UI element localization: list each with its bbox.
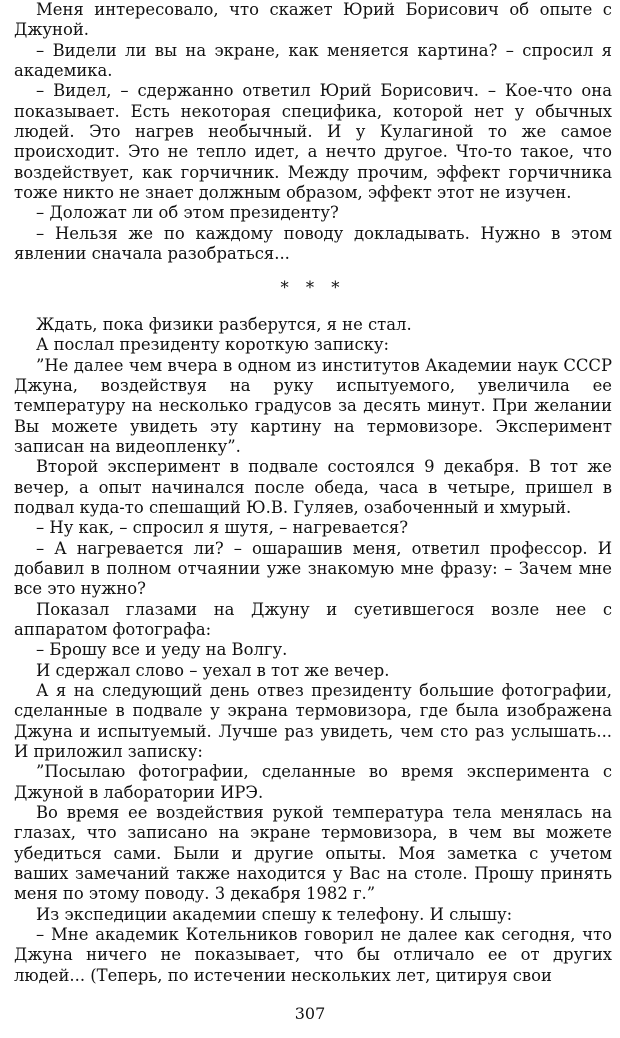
paragraph: – А нагревается ли? – ошарашив меня, ответил профессор. И добавил в полном отчаянии уже знакомую мне фразу: – Зачем мне все это нужно? (14, 538, 612, 599)
paragraph: – Видел, – сдержанно ответил Юрий Борисович. – Кое-что она показывает. Есть некоторая специфика, которой нет у обычных людей. Это нагрев необычный. И у Кулагиной то же самое происходит. Это не тепло идет, а нечто другое. Что-то такое, что воздействует, как горчичник. Между прочим, эффект горчичника тоже никто не знает должным образом, эффект этот не изучен. (14, 81, 612, 203)
paragraph: ”Не далее чем вчера в одном из институтов Академии наук СССР Джуна, воздействуя на руку испытуемого, увеличила ее температуру на несколько градусов за десять минут. При желании Вы можете увидеть эту картину на термовизоре. Эксперимент записан на видеопленку”. (14, 355, 612, 456)
paragraph: А я на следующий день отвез президенту большие фотографии, сделанные в подвале у экрана термовизора, где была изображена Джуна и испытуемый. Лучше раз увидеть, чем сто раз услышать... И приложил записку: (14, 681, 612, 762)
paragraph: – Доложат ли об этом президенту? (36, 203, 339, 223)
paragraph: – Брошу все и уеду на Волгу. (36, 640, 288, 660)
page-text (14, 0, 612, 986)
paragraph: – Видели ли вы на экране, как меняется картина? – спросил я академика. (14, 40, 612, 81)
paragraph: Второй эксперимент в подвале состоялся 9 декабря. В тот же вечер, а опыт начинался после обеда, часа в четыре, пришел в подвал куда-то спешащий Ю.В. Гуляев, озабоченный и хмурый. (14, 457, 612, 517)
paragraph: Из экспедиции академии спешу к телефону. И слышу: (36, 904, 513, 924)
page-number: 307 (294, 1004, 326, 1023)
paragraph: И сдержал слово – уехал в тот же вечер. (36, 660, 390, 680)
paragraph: – Нельзя же по каждому поводу докладывать. Нужно в этом явлении сначала разобраться... (14, 223, 612, 264)
paragraph: – Ну как, – спросил я шутя, – нагревается? (36, 518, 409, 538)
paragraph: А послал президенту короткую записку: (36, 335, 390, 355)
section-separator: * * * (280, 278, 346, 298)
paragraph: Во время ее воздействия рукой температура тела менялась на глазах, что записано на экране термовизора, в чем вы можете убедиться сами. Были и другие опыты. Моя заметка с учетом ваших замечаний также находится у Вас на столе. Прошу принять меня по этому поводу. 3 декабря 1982 г.” (14, 803, 612, 904)
paragraph: ”Посылаю фотографии, сделанные во время эксперимента с Джуной в лаборатории ИРЭ. (14, 762, 612, 802)
paragraph: Ждать, пока физики разберутся, я не стал. (36, 314, 412, 334)
paragraph: Меня интересовало, что скажет Юрий Борисович об опыте с Джуной. (14, 0, 612, 40)
paragraph: Показал глазами на Джуну и суетившегося возле нее с аппаратом фотографа: (14, 599, 612, 639)
paragraph: – Мне академик Котельников говорил не далее как сегодня, что Джуна ничего не показывает, что бы отличало ее от других людей... (Теперь, по истечении нескольких лет, цитируя свои (14, 925, 612, 985)
